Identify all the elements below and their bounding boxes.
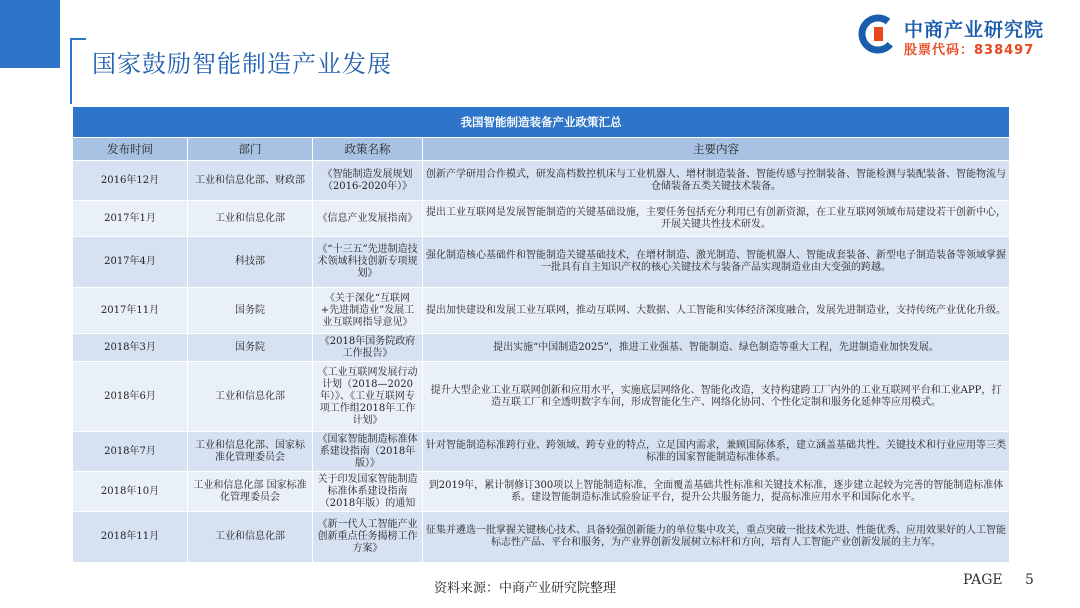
row-policy: 《2018年国务院政府工作报告》 bbox=[313, 334, 423, 362]
table-header-row bbox=[73, 138, 1010, 161]
column-header-dept: 部门 bbox=[188, 138, 313, 161]
company-logo bbox=[858, 10, 1068, 62]
page-label: PAGE bbox=[963, 572, 1003, 588]
row-dept: 国务院 bbox=[188, 334, 313, 362]
row-date: 2017年1月 bbox=[73, 201, 188, 237]
row-content: 创新产学研用合作模式，研发高档数控机床与工业机器人、增材制造装备、智能传感与控制装备、智能检测与装配装备、智能物流与仓储装备五类关键技术装备。 bbox=[423, 161, 1010, 201]
logo-name: 中商产业研究院 bbox=[904, 19, 1045, 41]
row-dept: 工业和信息化部、国家标准化管理委员会 bbox=[188, 432, 313, 472]
row-policy: 《“十三五”先进制造技术领域科技创新专项规划》 bbox=[313, 237, 423, 288]
row-dept: 工业和信息化部、财政部 bbox=[188, 161, 313, 201]
row-date: 2016年12月 bbox=[73, 161, 188, 201]
row-content: 提升大型企业工业互联网创新和应用水平，实施底层网络化、智能化改造，支持构建跨工厂内外的工业互联网平台和工业APP，打造互联工厂和全透明数字车间，形成智能化生产、网络化协同、个性化定制和服务化延伸等应用模式。 bbox=[423, 362, 1010, 432]
column-header-date: 发布时间 bbox=[73, 138, 188, 161]
row-content: 针对智能制造标准跨行业、跨领域、跨专业的特点，立足国内需求，兼顾国际体系，建立涵盖基础共性、关键技术和行业应用等三类标准的国家智能制造标准体系。 bbox=[423, 432, 1010, 472]
row-dept: 工业和信息化部 国家标准化管理委员会 bbox=[188, 472, 313, 512]
row-date: 2018年6月 bbox=[73, 362, 188, 432]
logo-stock-code: 股票代码：838497 bbox=[904, 43, 1035, 58]
row-content: 提出加快建设和发展工业互联网，推动互联网、大数据、人工智能和实体经济深度融合，发展先进制造业，支持传统产业优化升级。 bbox=[423, 288, 1010, 334]
page-number: 5 bbox=[1025, 572, 1034, 588]
row-date: 2018年3月 bbox=[73, 334, 188, 362]
row-dept: 国务院 bbox=[188, 288, 313, 334]
page-title: 国家鼓励智能制造产业发展 bbox=[92, 50, 392, 78]
row-content: 到2019年，累计制修订300项以上智能制造标准，全面覆盖基础共性标准和关键技术标准，逐步建立起较为完善的智能制造标准体系。建设智能制造标准试验验证平台，提升公共服务能力，提高标准应用水平和国际化水平。 bbox=[423, 472, 1010, 512]
table-caption-row bbox=[73, 107, 1010, 138]
row-content: 强化制造核心基础件和智能制造关键基础技术，在增材制造、激光制造、智能机器人、智能成套装备、新型电子制造装备等领域掌握一批具有自主知识产权的核心关键技术与装备产品实现制造业由大变强的跨越。 bbox=[423, 237, 1010, 288]
row-policy: 《工业互联网发展行动计划（2018—2020年）》、《工业互联网专项工作组2018年工作计划》 bbox=[313, 362, 423, 432]
row-content: 征集并遴选一批掌握关键核心技术、具备较强创新能力的单位集中攻关，重点突破一批技术先进、性能优秀、应用效果好的人工智能标志性产品、平台和服务，为产业界创新发展树立标杆和方向，培育人工智能产业创新发展的主力军。 bbox=[423, 512, 1010, 563]
row-date: 2017年4月 bbox=[73, 237, 188, 288]
logo-mark-icon bbox=[858, 14, 898, 54]
row-date: 2018年7月 bbox=[73, 432, 188, 472]
row-dept: 工业和信息化部 bbox=[188, 201, 313, 237]
column-header-policy: 政策名称 bbox=[313, 138, 423, 161]
row-date: 2018年10月 bbox=[73, 472, 188, 512]
column-header-content: 主要内容 bbox=[423, 138, 1010, 161]
table-row bbox=[73, 472, 1010, 512]
row-policy: 《国家智能制造标准体系建设指南（2018年版）》 bbox=[313, 432, 423, 472]
row-content: 提出实施“中国制造2025”，推进工业强基、智能制造、绿色制造等重大工程，先进制造业加快发展。 bbox=[423, 334, 1010, 362]
row-date: 2017年11月 bbox=[73, 288, 188, 334]
table-row bbox=[73, 288, 1010, 334]
table-row bbox=[73, 362, 1010, 432]
header-accent-bar bbox=[0, 0, 60, 68]
source-note: 资料来源：中商产业研究院整理 bbox=[434, 581, 617, 596]
row-policy: 《关于深化“互联网+先进制造业”发展工业互联网指导意见》 bbox=[313, 288, 423, 334]
table-caption: 我国智能制造装备产业政策汇总 bbox=[73, 107, 1010, 138]
table-row bbox=[73, 432, 1010, 472]
row-policy: 《智能制造发展规划（2016-2020年）》 bbox=[313, 161, 423, 201]
row-policy: 《新一代人工智能产业创新重点任务揭榜工作方案》 bbox=[313, 512, 423, 563]
row-content: 提出工业互联网是发展智能制造的关键基础设施，主要任务包括充分利用已有创新资源，在工业互联网领域布局建设若干创新中心，开展关键共性技术研发。 bbox=[423, 201, 1010, 237]
row-dept: 科技部 bbox=[188, 237, 313, 288]
table-row bbox=[73, 512, 1010, 563]
row-policy: 关于印发国家智能制造标准体系建设指南（2018年版）的通知 bbox=[313, 472, 423, 512]
row-dept: 工业和信息化部 bbox=[188, 512, 313, 563]
table-row bbox=[73, 161, 1010, 201]
title-bracket bbox=[70, 38, 86, 104]
table-row bbox=[73, 237, 1010, 288]
table-row bbox=[73, 201, 1010, 237]
policy-table bbox=[72, 106, 1009, 563]
row-policy: 《信息产业发展指南》 bbox=[313, 201, 423, 237]
row-dept: 工业和信息化部 bbox=[188, 362, 313, 432]
row-date: 2018年11月 bbox=[73, 512, 188, 563]
table-row bbox=[73, 334, 1010, 362]
